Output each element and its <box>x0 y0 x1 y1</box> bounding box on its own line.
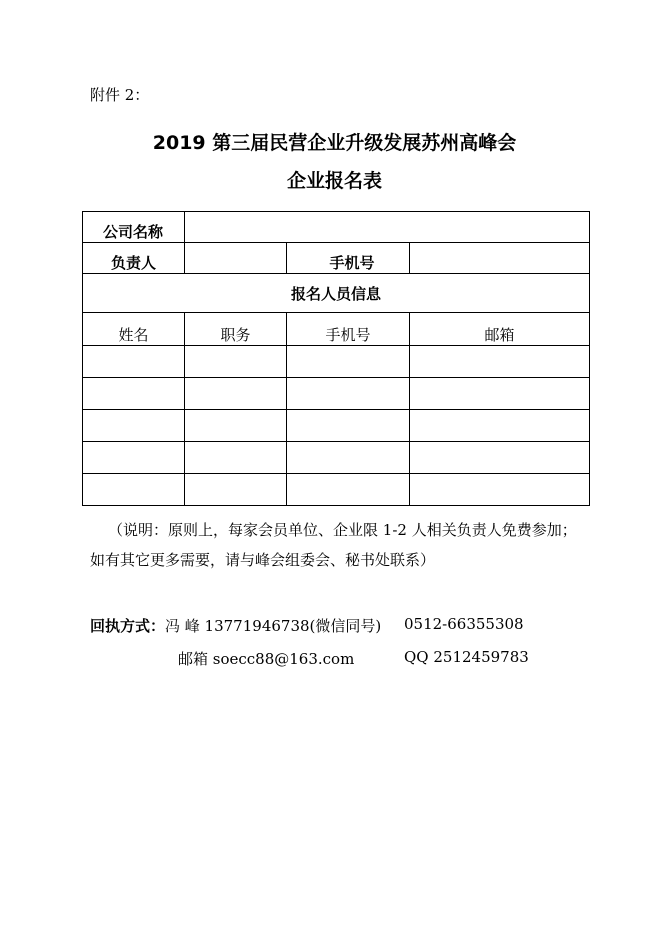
attendee-phone-cell[interactable] <box>287 442 410 474</box>
note-line-1: （说明：原则上，每家会员单位、企业限 1-2 人相关负责人免费参加； <box>108 521 577 539</box>
attachment-label: 附件 2： <box>90 86 150 104</box>
column-header-name: 姓名 <box>83 313 185 346</box>
column-header-row <box>83 313 590 346</box>
leader-row <box>83 243 590 274</box>
note-line-2: 如有其它更多需要，请与峰会组委会、秘书处联系） <box>90 551 436 569</box>
company-row <box>83 212 590 243</box>
table-row <box>83 474 590 506</box>
document-title: 2019 第三届民营企业升级发展苏州高峰会 <box>152 132 517 154</box>
column-header-email: 邮箱 <box>410 313 590 346</box>
attendee-name-cell[interactable] <box>83 474 185 506</box>
attendee-section-title: 报名人员信息 <box>83 274 590 313</box>
leader-field[interactable] <box>185 243 287 274</box>
contact-qq: QQ 2512459783 <box>404 648 529 666</box>
attendee-name-cell[interactable] <box>83 346 185 378</box>
attendee-email-cell[interactable] <box>410 346 590 378</box>
table-row <box>83 442 590 474</box>
form-title: 企业报名表 <box>286 170 382 192</box>
registration-form <box>82 211 590 506</box>
attendee-phone-cell[interactable] <box>287 346 410 378</box>
table-row <box>83 410 590 442</box>
attendee-name-cell[interactable] <box>83 378 185 410</box>
attendee-email-cell[interactable] <box>410 410 590 442</box>
leader-label: 负责人 <box>83 243 185 274</box>
contact-email: 邮箱 soecc88@163.com <box>178 650 355 668</box>
attendee-position-cell[interactable] <box>185 378 287 410</box>
attendee-phone-cell[interactable] <box>287 410 410 442</box>
leader-phone-field[interactable] <box>410 243 590 274</box>
contact-person: 冯 峰 13771946738(微信同号) <box>165 617 382 635</box>
table-row <box>83 346 590 378</box>
reply-method-label: 回执方式： <box>90 617 166 635</box>
column-header-position: 职务 <box>185 313 287 346</box>
office-phone: 0512-66355308 <box>404 615 524 633</box>
table-row <box>83 378 590 410</box>
attendee-position-cell[interactable] <box>185 442 287 474</box>
attendee-position-cell[interactable] <box>185 346 287 378</box>
attendee-email-cell[interactable] <box>410 378 590 410</box>
attendee-phone-cell[interactable] <box>287 378 410 410</box>
attendee-name-cell[interactable] <box>83 442 185 474</box>
company-name-label: 公司名称 <box>83 212 185 243</box>
column-header-phone: 手机号 <box>287 313 410 346</box>
company-name-field[interactable] <box>185 212 590 243</box>
section-row <box>83 274 590 313</box>
attendee-email-cell[interactable] <box>410 442 590 474</box>
attendee-position-cell[interactable] <box>185 474 287 506</box>
reply-method-line <box>90 615 381 636</box>
attendee-name-cell[interactable] <box>83 410 185 442</box>
attendee-phone-cell[interactable] <box>287 474 410 506</box>
attendee-email-cell[interactable] <box>410 474 590 506</box>
attendee-position-cell[interactable] <box>185 410 287 442</box>
leader-phone-label: 手机号 <box>287 243 410 274</box>
